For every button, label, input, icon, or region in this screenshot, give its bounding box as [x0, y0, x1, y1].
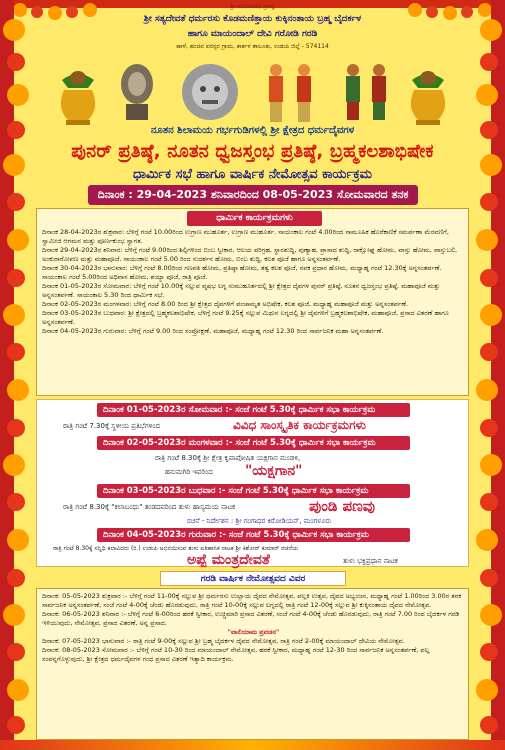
date-range-banner: ದಿನಾಂಕ : 29-04-2023 ಶನಿವಾರದಿಂದ 08-05-2023 ಸೋಮವಾರದ ತನಕ	[88, 185, 418, 205]
deity-statue-5-icon	[366, 62, 392, 122]
program-day-2-title: "ಯಕ್ಷಗಾನ"	[245, 463, 303, 479]
program-day-4-tail: ತುಳು ಭಕ್ತಿಪ್ರಧಾನ ನಾಟಕ	[343, 557, 398, 565]
garadi-day-05: ದಿನಾಂಕ: 05-05-2023 ಶುಕ್ರವಾರ :- ಬೆಳಿಗ್ಗೆ ಗಂಟೆ 11-00ಕ್ಕೆ ಸಲ್ಲುವ ಶ್ರೀ ಧರ್ಮರಸು ಉಲ್ಲಾಯ ದೈವದ ನೇಮೋತ್ಸವ, ಪಲ್ಲಕಿ ಉತ್ಸವ, ದೈವದ ಅಭ್ಯಂಜನ, ಮಧ್ಯಾಹ್ನ ಗಂಟೆ 1.00ರಿಂದ 3.00ರ ತನಕ ಸಾರ್ವಜನಿಕ ಅನ್ನಸಂತರ್ಪಣೆ, ಸಂಜೆ ಗಂಟೆ 4-00ಕ್ಕೆ ಚೆಂಡು ಹೊರಡುವುದು, ರಾತ್ರಿ ಗಂಟೆ 10-00ಕ್ಕೆ ಸಲ್ಲುವ ಲಗ್ನದಲ್ಲಿ ರಾತ್ರಿ ಗಂಟೆ 12-00ಕ್ಕೆ ಸಲ್ಲುವ ಶ್ರೀ ಕುಕ್ಕಿನಂತಾಯ ದೈವದ ನೇಮೋತ್ಸವ.	[42, 592, 462, 609]
program-day-1-text: ರಾತ್ರಿ ಗಂಟೆ 7.30ಕ್ಕೆ ಸ್ಥಳೀಯ ಪ್ರತಿಭೆಗಳಿಂದ	[63, 422, 161, 430]
deity-statue-3-icon	[290, 62, 318, 124]
main-title: ಪುನರ್ ಪ್ರತಿಷ್ಠೆ, ನೂತನ ಧ್ವಜಸ್ತಂಭ ಪ್ರತಿಷ್ಠೆ, ಬ್ರಹ್ಮಕಲಶಾಭಿಷೇಕ	[71, 141, 434, 162]
kalash-right-icon	[402, 70, 454, 126]
flower-garland-left	[0, 0, 36, 750]
event-title: ಧಾರ್ಮಿಕ ಸಭೆ ಹಾಗೂ ವಾರ್ಷಿಕ ನೇಮೋತ್ಸವ ಕಾರ್ಯಕ್ರಮ	[133, 167, 372, 182]
program-day-4-title: ಅಪ್ಪೆ ಮಂತ್ರದೇವತೆ	[187, 552, 270, 568]
garadi-section	[36, 588, 469, 740]
bottom-border	[0, 740, 505, 750]
logo-caption: ಶ್ರೀ ಮಂಜುನಾಥ ಪ್ರಸನ್ನ	[230, 3, 275, 10]
religious-day-30: ದಿನಾಂಕ 30-04-2023ರ ಭಾನುವಾರ: ಬೆಳಿಗ್ಗೆ ಗಂಟೆ 8.00ರಿಂದ ಗಣಪತಿ ಹೋಮ, ಪ್ರತಿಷ್ಠಾ ಹೋಮ, ತತ್ವ ಕಲಶ ಪೂಜೆ, ನವಕ ಪ್ರಧಾನ ಹೋಮ, ಮಧ್ಯಾಹ್ನ ಗಂಟೆ 12.30ಕ್ಕೆ ಅನ್ನಸಂತರ್ಪಣೆ. ಸಾಯಂಕಾಲ ಗಂಟೆ 5.00ರಿಂದ ಅಧಿವಾಸ ಹೋಮ, ಶಯ್ಯಾ ಪೂಜೆ, ರಾತ್ರಿ ಪೂಜೆ.	[42, 264, 442, 281]
religious-day-28: ದಿನಾಂಕ 28-04-2023ರ ಶುಕ್ರವಾರ: ಬೆಳಿಗ್ಗೆ ಗಂಟೆ 10.00ರಿಂದ ಉಗ್ರಾಣ ಮುಹೂರ್ತ, ಉಗ್ರಾಣ ಮುಹೂರ್ತ. ಸಾಯಂಕಾಲ ಗಂಟೆ 4.00ರಿಂದ ಸಾಮೂಹಿಕ ಹೊರೆಕಾಣಿಕೆ ಸಮರ್ಪಣಾ ಮೆರವಣಿಗೆ, ಸ್ವಾಮೀಜಿ ಆಗಮನ ಮತ್ತು ಪೂರ್ಣಕುಂಭ ಸ್ವಾಗತ.	[42, 228, 449, 245]
religious-day-01: ದಿನಾಂಕ 01-05-2023ರ ಸೋಮವಾರ: ಬೆಳಿಗ್ಗೆ ಗಂಟೆ 10.00ಕ್ಕೆ ಸಲ್ಲುವ ವೃಷಭ ಲಗ್ನ ಸುಮುಹೂರ್ತದಲ್ಲಿ ಶ್ರೀ ಕ್ಷೇತ್ರದ ದೈವಗಳ ಪುನರ್ ಪ್ರತಿಷ್ಠೆ, ನೂತನ ಧ್ವಜಸ್ತಂಭ ಪ್ರತಿಷ್ಠೆ, ಮಹಾಪೂಜೆ ಮತ್ತು ಅನ್ನಸಂತರ್ಪಣೆ. ಸಾಯಂಕಾಲ 5.30 ರಿಂದ ಧಾರ್ಮಿಕ ಸಭೆ.	[42, 282, 441, 299]
org-name-line-2: ಹಾಗೂ ಮಾಯಂದಾಲ್ ದೇವಿ ಗರೋಡಿ ಗರಡಿ	[187, 29, 318, 39]
religious-programs-section	[36, 208, 469, 396]
program-day-2-heading: ದಿನಾಂಕ 02-05-2023ರ ಮಂಗಳವಾರ :- ಸಂಜೆ ಗಂಟೆ 5.30ಕ್ಕೆ ಧಾರ್ಮಿಕ ಸಭಾ ಕಾರ್ಯಕ್ರಮ	[97, 436, 410, 450]
deity-idol-1-icon	[118, 62, 156, 122]
address: ಹಾಳೆ, ಹಂಚಿನ ಪರಸ್ಪರ ಗ್ರಾಮ, ಕಾರ್ಕಳ ತಾಲೂಕು, ಉಡುಪಿ ಜಿಲ್ಲೆ - 574114	[176, 43, 329, 50]
kalash-left-icon	[52, 70, 104, 126]
flower-garland-right	[469, 0, 505, 750]
garadi-day-06: ದಿನಾಂಕ: 06-05-2023 ಶನಿವಾರ :- ಬೆಳಿಗ್ಗೆ ಗಂಟೆ 6-00ರಿಂದ ಹರಕೆ ಸ್ವೀಕಾರ, ಉಚ್ಚಿಮಾರಿ ಪ್ರಸಾದ ವಿತರಣೆ, ಸಂಜೆ ಗಂಟೆ 4-00ಕ್ಕೆ ಚೆಂಡು ಹೊರಡುವುದು, ರಾತ್ರಿ ಗಂಟೆ 7.00 ರಿಂದ ಬೈದರ್ಕಳ ಗರಡಿ ಇಳಿಯುವುದು, ನೇಮೋತ್ಸವ, ಪ್ರಸಾದ ವಿತರಣೆ, ಅನ್ನ ಪ್ರಸಾದ.	[42, 610, 460, 627]
garadi-day-07: ದಿನಾಂಕ: 07-05-2023 ಭಾನುವಾರ :- ರಾತ್ರಿ ಗಂಟೆ 9-00ಕ್ಕೆ ಸಲ್ಲುವ ಶ್ರೀ ಬ್ರಹ್ಮ ಬೈದರ್ಕಳ ದೈವದ ನೇಮೋತ್ಸವ, ರಾತ್ರಿ ಗಂಟೆ 2-00ಕ್ಕೆ ಮಾಯಂದಾಲ್ ದೇವಿಯ ನೇಮೋತ್ಸವ.	[42, 637, 405, 645]
program-day-4-text: ರಾತ್ರಿ ಗಂಟೆ 8.30ಕ್ಕೆ ಸನ್ನಿಧಿ ಕಲಾವಿದರು (ರಿ.) ಉಡುಪಿ ಅಭಿನಯಿಸುವ ತುಳು ಐತಿಹಾಸಿಕ ನಾಟಕ ಶ್ರೀ ಕಿಶೋರ್ ಕುಮಾರ್ ರಚನೆಯ	[53, 545, 299, 552]
garadi-heading: ಗರಡಿ ವಾರ್ಷಿಕ ನೇಮೋತ್ಸವದ ವಿವರ	[160, 571, 346, 586]
religious-day-29: ದಿನಾಂಕ 29-04-2023ರ ಶನಿವಾರ: ಬೆಳಿಗ್ಗೆ ಗಂಟೆ 9.00ರಿಂದ ಶಿಲ್ಪಿಗಳಿಂದ ಬಿಂಬ ಸ್ವೀಕಾರ, ಆಲಯ ಪರಿಗ್ರಹ, ಸ್ಥಾನಶುದ್ಧಿ, ಪುಣ್ಯಾಹ, ಪ್ರಾಸಾದ ಶುದ್ಧಿ, ರಾಕ್ಷೋಘ್ನ ಹೋಮ, ವಾಸ್ತು ಹೋಮ, ವಾಸ್ತುಬಲಿ, ಅಂಕುರಾರೋಪಣ ಮತ್ತು ಮಹಾಪೂಜೆ. ಸಾಯಂಕಾಲ ಗಂಟೆ 5.00 ರಿಂದ ಸುದರ್ಶನ ಹೋಮ, ಬಿಂಬ ಶುದ್ಧಿ, ಕಲಶ ಪೂಜೆ ಹಾಗೂ ಅನ್ನಸಂತರ್ಪಣೆ.	[42, 246, 458, 263]
religious-day-02: ದಿನಾಂಕ 02-05-2023ರ ಮಂಗಳವಾರ: ಬೆಳಿಗ್ಗೆ ಗಂಟೆ 8.00 ರಿಂದ ಶ್ರೀ ಕ್ಷೇತ್ರದ ದೈವಗಳಿಗೆ ಪಂಚಾಮೃತ ಅಭಿಷೇಕ, ಕಲಶ ಪೂಜೆ, ಮಧ್ಯಾಹ್ನ ಮಹಾಪೂಜೆ ಮತ್ತು ಅನ್ನಸಂತರ್ಪಣೆ.	[42, 300, 409, 308]
deity-statue-2-icon	[262, 62, 290, 124]
deity-statue-4-icon	[340, 62, 366, 122]
program-day-1-title: ವಿವಿಧ ಸಾಂಸ್ಕೃತಿಕ ಕಾರ್ಯಕ್ರಮಗಳು	[233, 418, 366, 432]
garadi-pravachana: "ವಾಲಿಯಾಮ ಪ್ರವಚನ"	[227, 628, 280, 636]
program-day-4-heading: ದಿನಾಂಕ 04-05-2023ರ ಗುರುವಾರ :- ಸಂಜೆ ಗಂಟೆ 5.30ಕ್ಕೆ ಧಾರ್ಮಿಕ ಸಭಾ ಕಾರ್ಯಕ್ರಮ	[97, 528, 410, 542]
religious-programs-heading: ಧಾರ್ಮಿಕ ಕಾರ್ಯಕ್ರಮಗಳು	[187, 211, 322, 226]
program-day-3-text: ರಾತ್ರಿ ಗಂಟೆ 8.30ಕ್ಕೆ "ಕಲಾಬಂಧು" ತಂಡದವರಿಂದ ತುಳು ಹಾಸ್ಯಮಯ ನಾಟಕ	[63, 503, 236, 511]
subtitle: ನೂತನ ಶಿಲಾಮಯ ಗರ್ಭಗುಡಿಗಳಲ್ಲಿ ಶ್ರೀ ಕ್ಷೇತ್ರದ ಧರ್ಮದೈವಗಳ	[150, 125, 355, 136]
program-day-1-heading: ದಿನಾಂಕ 01-05-2023ರ ಸೋಮವಾರ :- ಸಂಜೆ ಗಂಟೆ 5.30ಕ್ಕೆ ಧಾರ್ಮಿಕ ಸಭಾ ಕಾರ್ಯಕ್ರಮ	[97, 403, 410, 417]
program-day-2-text-2: ಹನುಮಗಿರಿ ಇವರಿಂದ	[165, 468, 213, 476]
program-day-3-title: ಪುಂಡಿ ಪಣವು	[309, 497, 376, 515]
program-day-3-heading: ದಿನಾಂಕ 03-05-2023ರ ಬುಧವಾರ :- ಸಂಜೆ ಗಂಟೆ 5.30ಕ್ಕೆ ಧಾರ್ಮಿಕ ಸಭಾ ಕಾರ್ಯಕ್ರಮ	[97, 484, 410, 498]
cultural-programs-section	[36, 399, 469, 567]
religious-day-04: ದಿನಾಂಕ 04-05-2023ರ ಗುರುವಾರ: ಬೆಳಿಗ್ಗೆ ಗಂಟೆ 9.00 ರಿಂದ ಸಂಪ್ರೋಕ್ಷಣೆ, ಮಹಾಪೂಜೆ, ಮಧ್ಯಾಹ್ನ ಗಂಟೆ 12.30 ರಿಂದ ಸಾರ್ವಜನಿಕ ಮಹಾ ಅನ್ನಸಂತರ್ಪಣೆ.	[42, 327, 384, 335]
program-day-2-text: ರಾತ್ರಿ ಗಂಟೆ 8.30ಕ್ಕೆ ಶ್ರೀ ಕ್ಷೇತ್ರ ಕೃಪಾಪೋಷಿತ ಯಕ್ಷಗಾನ ಮಂಡಳಿ,	[155, 454, 301, 462]
program-day-3-credits: ರಚನೆ - ನಿರ್ದೇಶನ : ಶ್ರೀ ಗಂಗಾಧರ ಕಿರೋಡಿಯನ್, ಮಂಗಳೂರು	[187, 517, 332, 525]
deity-mask-icon	[180, 62, 240, 126]
garadi-day-08: ದಿನಾಂಕ: 08-05-2023 ಸೋಮವಾರ :- ಬೆಳಿಗ್ಗೆ ಗಂಟೆ 10-30 ರಿಂದ ಮಾಯಂದಾಲ್ ನೇಮೋತ್ಸವ, ಹರಕೆ ಸ್ವೀಕಾರ, ಮಧ್ಯಾಹ್ನ ಗಂಟೆ 12-30 ರಿಂದ ಸಾರ್ವಜನಿಕ ಅನ್ನಸಂತರ್ಪಣೆ, ಪಲ್ಲ ಸಂಪನ್ನಗೊಳ್ಳುವುದು, ಶ್ರೀ ಕ್ಷೇತ್ರದ ಧರ್ಮದೈವಗಳ ಗಂಧ ಪ್ರಸಾದ ವಿತರಣೆ ಇತ್ಯಾದಿ ಕಾರ್ಯಕ್ರಮ.	[42, 646, 430, 663]
org-name-line-1: ಶ್ರೀ ಸತ್ಯದೇವತೆ ಧರ್ಮರಸು ಕೊಡಮಣಿತ್ತಾಯ ಕುಕ್ಕಿನಂತಾಯ ಬ್ರಹ್ಮ ಬೈದರ್ಕಳ	[143, 14, 362, 24]
religious-day-03: ದಿನಾಂಕ 03-05-2023ರ ಬುಧವಾರ: ಶ್ರೀ ಕ್ಷೇತ್ರದಲ್ಲಿ ಬ್ರಹ್ಮಕಲಶಾಭಿಷೇಕ, ಬೆಳಿಗ್ಗೆ ಗಂಟೆ 9.25ಕ್ಕೆ ಸಲ್ಲುವ ಮಿಥುನ ಲಗ್ನದಲ್ಲಿ ಶ್ರೀ ದೈವಗಳಿಗೆ ಬ್ರಹ್ಮಕಲಶಾಭಿಷೇಕ, ಮಹಾಪೂಜೆ, ಪ್ರಸಾದ ವಿತರಣೆ ಹಾಗೂ ಅನ್ನಸಂತರ್ಪಣೆ.	[42, 309, 449, 326]
